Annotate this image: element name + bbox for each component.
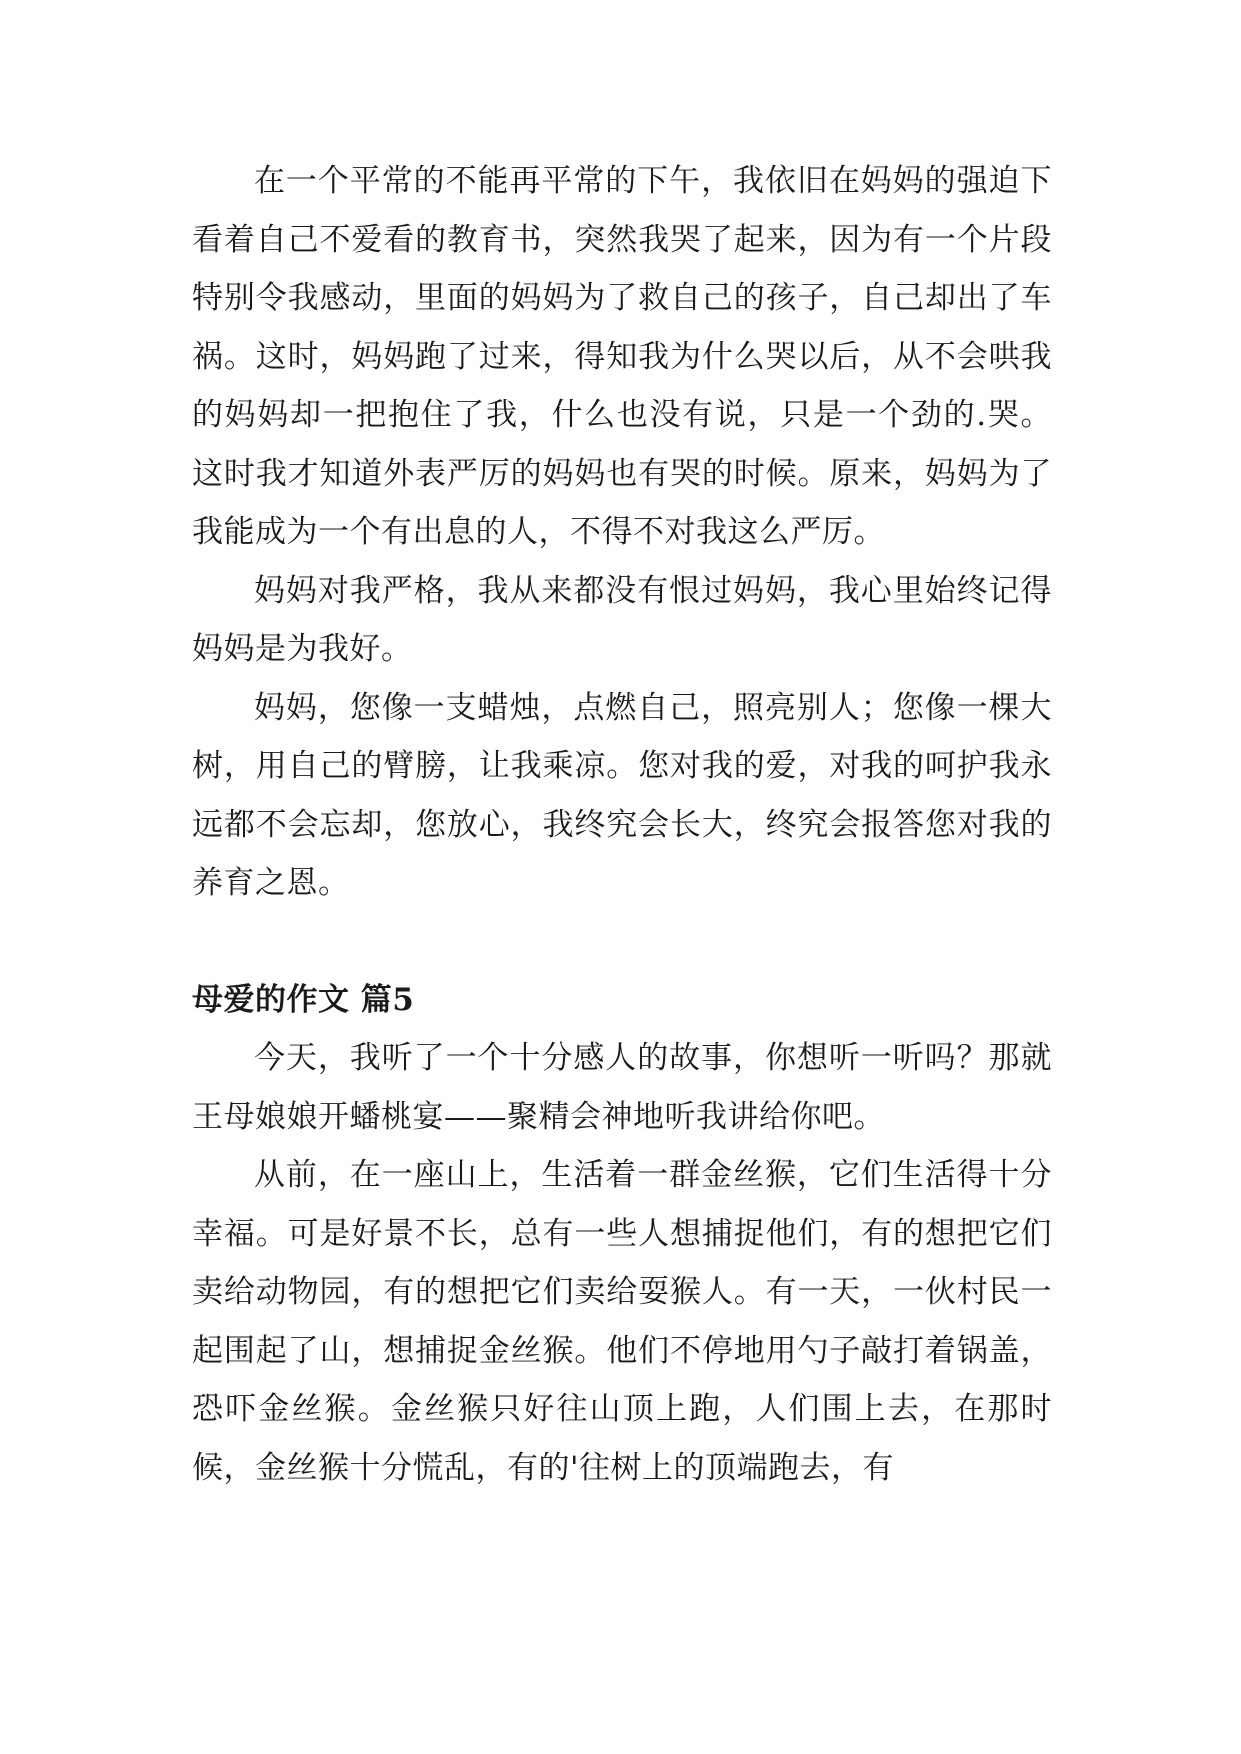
paragraph: 在一个平常的不能再平常的下午，我依旧在妈妈的强迫下看着自己不爱看的教育书，突然我哭了起来，因为有一个片段特别令我感动，里面的妈妈为了救自己的孩子，自己却出了车祸。这时，妈妈跑了过来，得知我为什么哭以后，从不会哄我的妈妈却一把抱住了我，什么也没有说，只是一个劲的.哭。这时我才知道外表严厉的妈妈也有哭的时候。原来，妈妈为了我能成为一个有出息的人，不得不对我这么严厉。 — [192, 163, 1052, 550]
paragraph: 妈妈，您像一支蜡烛，点燃自己，照亮别人；您像一棵大树，用自己的臂膀，让我乘凉。您对我的爱，对我的呵护我永远都不会忘却，您放心，我终究会长大，终究会报答您对我的养育之恩。 — [192, 689, 1052, 901]
section-heading: 母爱的作文 篇5 — [192, 981, 415, 1018]
paragraph: 妈妈对我严格，我从来都没有恨过妈妈，我心里始终记得妈妈是为我好。 — [192, 572, 1052, 667]
paragraph: 从前，在一座山上，生活着一群金丝猴，它们生活得十分幸福。可是好景不长，总有一些人想捕捉他们，有的想把它们卖给动物园，有的想把它们卖给耍猴人。有一天，一伙村民一起围起了山，想捕捉金丝猴。他们不停地用勺子敲打着锅盖，恐吓金丝猴。金丝猴只好往山顶上跑，人们围上去，在那时候，金丝猴十分慌乱，有的'往树上的顶端跑去，有 — [192, 1157, 1052, 1486]
paragraph: 今天，我听了一个十分感人的故事，你想听一听吗？那就王母娘娘开蟠桃宴——聚精会神地听我讲给你吧。 — [192, 1040, 1052, 1135]
document-page — [192, 152, 1052, 1497]
